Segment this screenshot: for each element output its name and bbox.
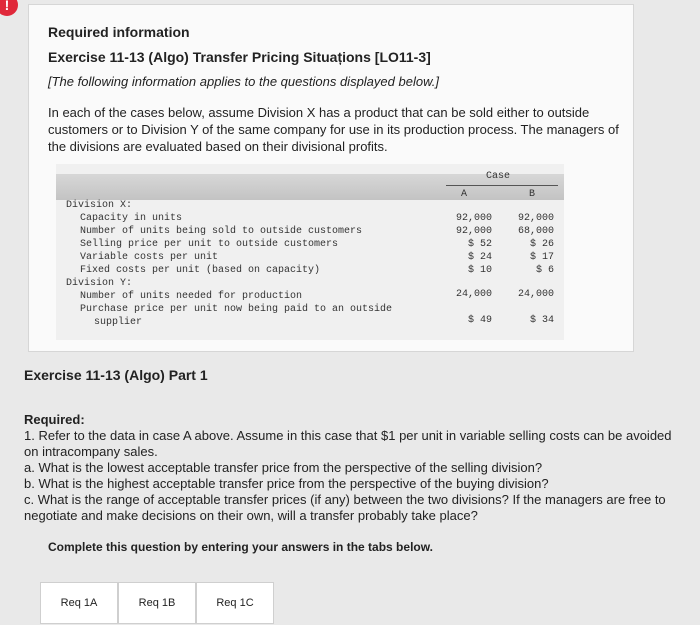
req-tabs: [40, 582, 280, 625]
required-section: [24, 412, 688, 524]
tab-req-1b[interactable]: Req 1B: [118, 582, 196, 624]
case-group-header: Case: [486, 171, 511, 182]
cell-b: 68,000: [517, 226, 554, 237]
exercise-title: Exercise 11-13 (Algo) Transfer Pricing Situațions [LO11-3]: [48, 49, 431, 65]
row-label: Purchase price per unit now being paid to an outside: [80, 304, 393, 315]
complete-prompt: Complete this question by entering your answers in the tabs below.: [48, 540, 433, 554]
cell-a: 92,000: [455, 226, 492, 237]
question-a: a. What is the lowest acceptable transfer price from the perspective of the selling division?: [24, 460, 543, 475]
case-header-rule: [446, 185, 558, 186]
tab-req-1a[interactable]: Req 1A: [40, 582, 118, 624]
required-label: Required:: [24, 412, 85, 427]
tab-req-1c[interactable]: Req 1C: [196, 582, 274, 624]
cell-a: $ 49: [467, 315, 492, 326]
cell-a: $ 10: [467, 265, 492, 276]
row-label: Number of units being sold to outside customers: [80, 226, 363, 237]
row-label: Capacity in units: [80, 213, 183, 224]
applies-note: [The following information applies to the questions displayed below.]: [48, 74, 439, 89]
cell-b: $ 6: [535, 265, 554, 276]
intro-paragraph: In each of the cases below, assume Division X has a product that can be sold either to outside customers or to Division Y of the same company for use in its production process. The managers of the divisions are evaluated based on their divisional profits.: [48, 105, 619, 154]
row-label: Fixed costs per unit (based on capacity): [80, 265, 321, 276]
cell-b: $ 34: [529, 315, 554, 326]
cell-b: 24,000: [517, 289, 554, 300]
cell-a: 92,000: [455, 213, 492, 224]
cell-a: $ 52: [467, 239, 492, 250]
cell-a: 24,000: [455, 289, 492, 300]
cell-b: $ 17: [529, 252, 554, 263]
row-label: Division Y:: [66, 278, 133, 289]
col-header-b: B: [529, 189, 536, 200]
question-1: 1. Refer to the data in case A above. Assume in this case that $1 per unit in variable selling costs can be avoided on intracompany sales.: [24, 428, 672, 459]
row-label: supplier: [94, 317, 143, 328]
cell-b: 92,000: [517, 213, 554, 224]
cell-b: $ 26: [529, 239, 554, 250]
question-b: b. What is the highest acceptable transfer price from the perspective of the buying division?: [24, 476, 549, 491]
question-c: c. What is the range of acceptable transfer prices (if any) between the two divisions? If the managers are free to negotiate and make decisions on their own, will a transfer probably take place?: [24, 492, 666, 523]
row-label: Selling price per unit to outside customers: [80, 239, 339, 250]
row-label: Variable costs per unit: [80, 252, 219, 263]
col-header-a: A: [461, 189, 468, 200]
part-title: Exercise 11-13 (Algo) Part 1: [24, 367, 208, 383]
case-data-table: [56, 164, 564, 340]
row-label: Number of units needed for production: [80, 291, 303, 302]
required-information-heading: Required information: [48, 24, 190, 40]
cell-a: $ 24: [467, 252, 492, 263]
row-label: Division X:: [66, 200, 133, 211]
alert-icon: !: [0, 0, 18, 16]
